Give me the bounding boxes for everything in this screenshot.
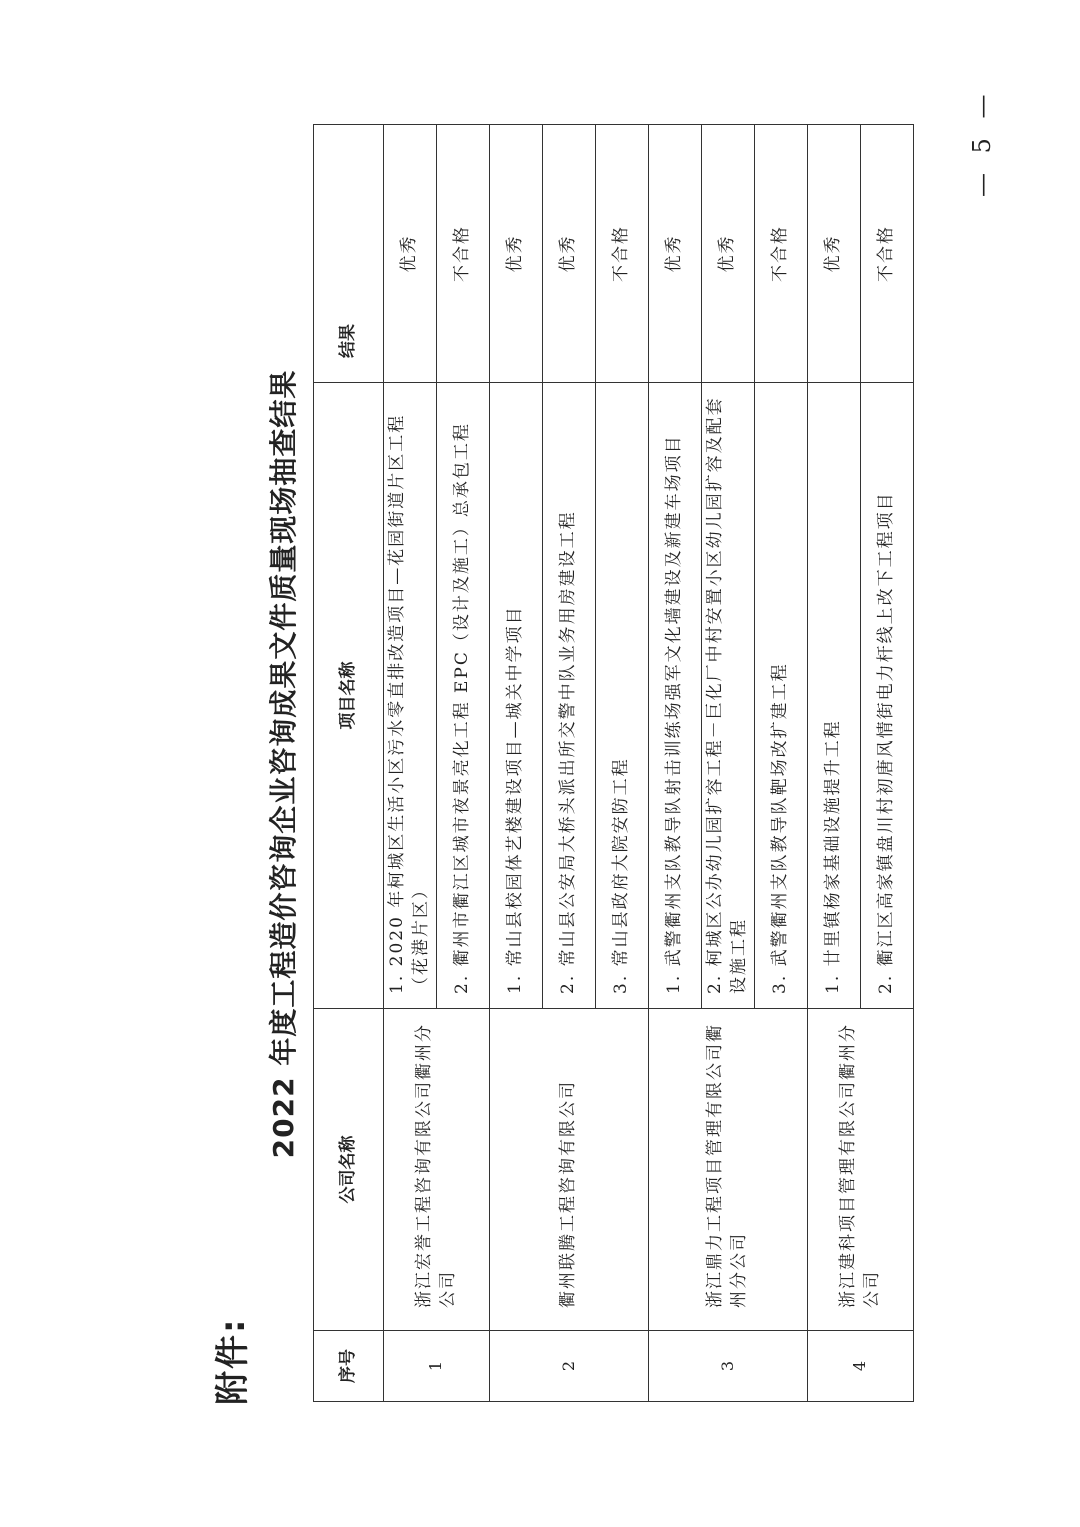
header-seq: 序号 xyxy=(314,1331,384,1402)
result-cell: 优秀 xyxy=(808,125,861,383)
project-cell: 1. 武警衢州支队教导队射击训练场强军文化墙建设及新建车场项目 xyxy=(649,383,702,1009)
header-result: 结果 xyxy=(314,125,384,383)
project-cell: 2. 常山县公安局大桥头派出所交警中队业务用房建设工程 xyxy=(543,383,596,1009)
result-cell: 优秀 xyxy=(649,125,702,383)
header-company: 公司名称 xyxy=(314,1009,384,1331)
project-cell: 1. 常山县校园体艺楼建设项目—城关中学项目 xyxy=(490,383,543,1009)
seq-cell: 1 xyxy=(384,1331,490,1402)
result-cell: 不合格 xyxy=(437,125,490,383)
seq-cell: 3 xyxy=(649,1331,808,1402)
result-cell: 优秀 xyxy=(543,125,596,383)
company-cell: 浙江鼎力工程项目管理有限公司衢州分公司 xyxy=(649,1009,808,1331)
result-cell: 不合格 xyxy=(755,125,808,383)
project-cell: 2. 衢州市衢江区城市夜景亮化工程 EPC（设计及施工）总承包工程 xyxy=(437,383,490,1009)
result-cell: 优秀 xyxy=(702,125,755,383)
project-cell: 3. 武警衢州支队教导队靶场改扩建工程 xyxy=(755,383,808,1009)
results-table xyxy=(313,124,914,1402)
annex-label: 附件: xyxy=(213,1317,253,1405)
page-title: 2022 年度工程造价咨询企业咨询成果文件质量现场抽查结果 xyxy=(267,369,300,1159)
table-row xyxy=(808,125,861,1402)
project-cell: 3. 常山县政府大院安防工程 xyxy=(596,383,649,1009)
result-cell: 不合格 xyxy=(596,125,649,383)
table-row xyxy=(490,125,543,1402)
table-row xyxy=(649,125,702,1402)
seq-cell: 4 xyxy=(808,1331,914,1402)
table-row xyxy=(384,125,437,1402)
project-cell: 1. 廿里镇杨家基础设施提升工程 xyxy=(808,383,861,1009)
result-cell: 不合格 xyxy=(861,125,914,383)
company-cell: 浙江宏誉工程咨询有限公司衢州分公司 xyxy=(384,1009,490,1331)
project-cell: 1. 2020 年柯城区生活小区污水零直排改造项目—花园街道片区工程（花港片区） xyxy=(384,383,437,1009)
project-cell: 2. 衢江区高家镇盘川村初唐风情街电力杆线上改下工程项目 xyxy=(861,383,914,1009)
project-cell: 2. 柯城区公办幼儿园扩容工程－巨化厂中村安置小区幼儿园扩容及配套设施工程 xyxy=(702,383,755,1009)
header-project: 项目名称 xyxy=(314,383,384,1009)
result-cell: 优秀 xyxy=(384,125,437,383)
seq-cell: 2 xyxy=(490,1331,649,1402)
table-header-row xyxy=(314,125,384,1402)
company-cell: 衢州联腾工程咨询有限公司 xyxy=(490,1009,649,1331)
company-cell: 浙江建科项目管理有限公司衢州分公司 xyxy=(808,1009,914,1331)
result-cell: 优秀 xyxy=(490,125,543,383)
page-number: — 5 — xyxy=(968,88,996,197)
